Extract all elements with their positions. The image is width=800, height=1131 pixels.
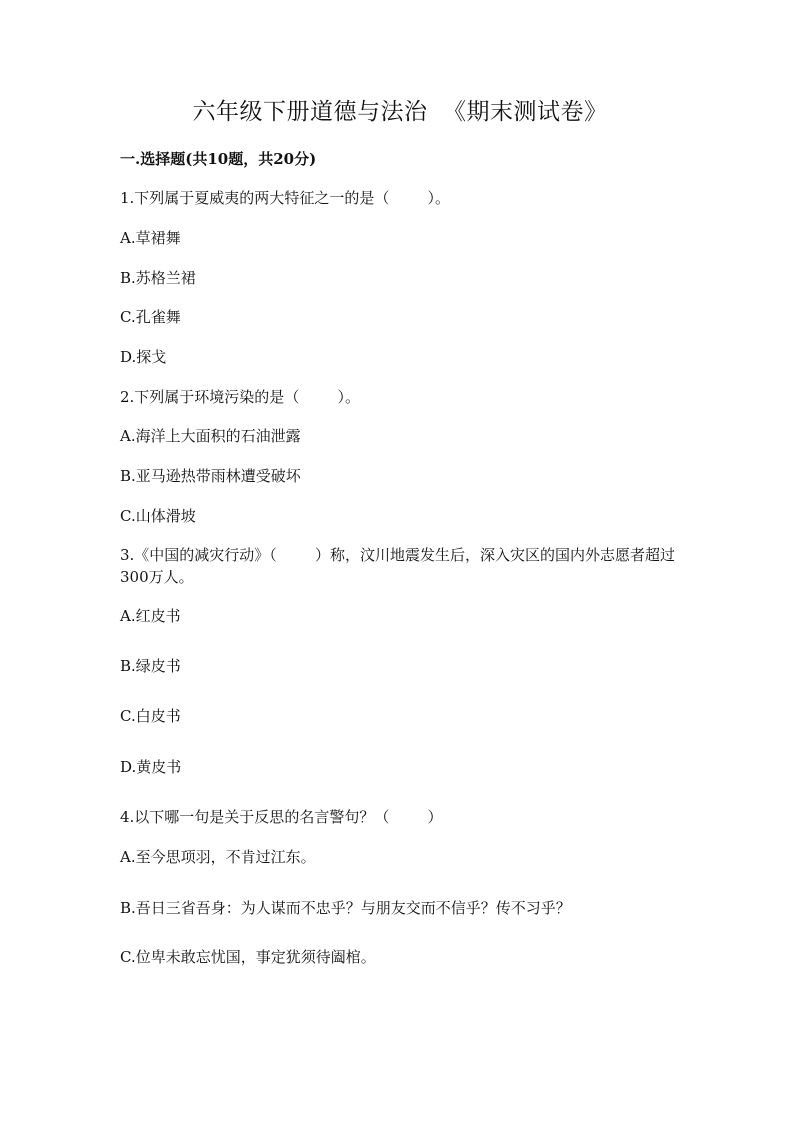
question-1-option-b: B.苏格兰裙: [120, 269, 196, 287]
question-4-option-b: B.吾日三省吾身：为人谋而不忠乎？与朋友交而不信乎？传不习乎？: [120, 899, 571, 917]
question-3-option-b: B.绿皮书: [120, 657, 181, 675]
question-2-option-a: A.海洋上大面积的石油泄露: [120, 427, 301, 445]
question-3-option-a: A.红皮书: [120, 607, 181, 625]
question-2-option-b: B.亚马逊热带雨林遭受破坏: [120, 467, 301, 485]
question-4-option-c: C.位卑未敢忘忧国，事定犹须待阖棺。: [120, 948, 376, 966]
question-1-stem: 1.下列属于夏威夷的两大特征之一的是（ ）。: [120, 189, 450, 207]
question-1-option-c: C.孔雀舞: [120, 308, 181, 326]
question-3-option-d: D.黄皮书: [120, 758, 182, 776]
question-2-option-c: C.山体滑坡: [120, 507, 196, 525]
question-3-option-c: C.白皮书: [120, 707, 181, 725]
section-heading: 一.选择题(共10题，共20分): [120, 150, 317, 168]
question-1-option-d: D.探戈: [120, 348, 167, 366]
question-2-stem: 2.下列属于环境污染的是（ ）。: [120, 388, 360, 406]
page-title: 六年级下册道德与法治 《期末测试卷》: [192, 99, 608, 125]
question-4-stem: 4.以下哪一句是关于反思的名言警句？（ ）: [120, 808, 443, 826]
question-1-option-a: A.草裙舞: [120, 229, 181, 247]
question-3-stem: 3.《中国的减灾行动》（ ）称，汶川地震发生后，深入灾区的国内外志愿者超过300万人。: [120, 546, 675, 586]
question-4-option-a: A.至今思项羽，不肯过江东。: [120, 848, 316, 866]
